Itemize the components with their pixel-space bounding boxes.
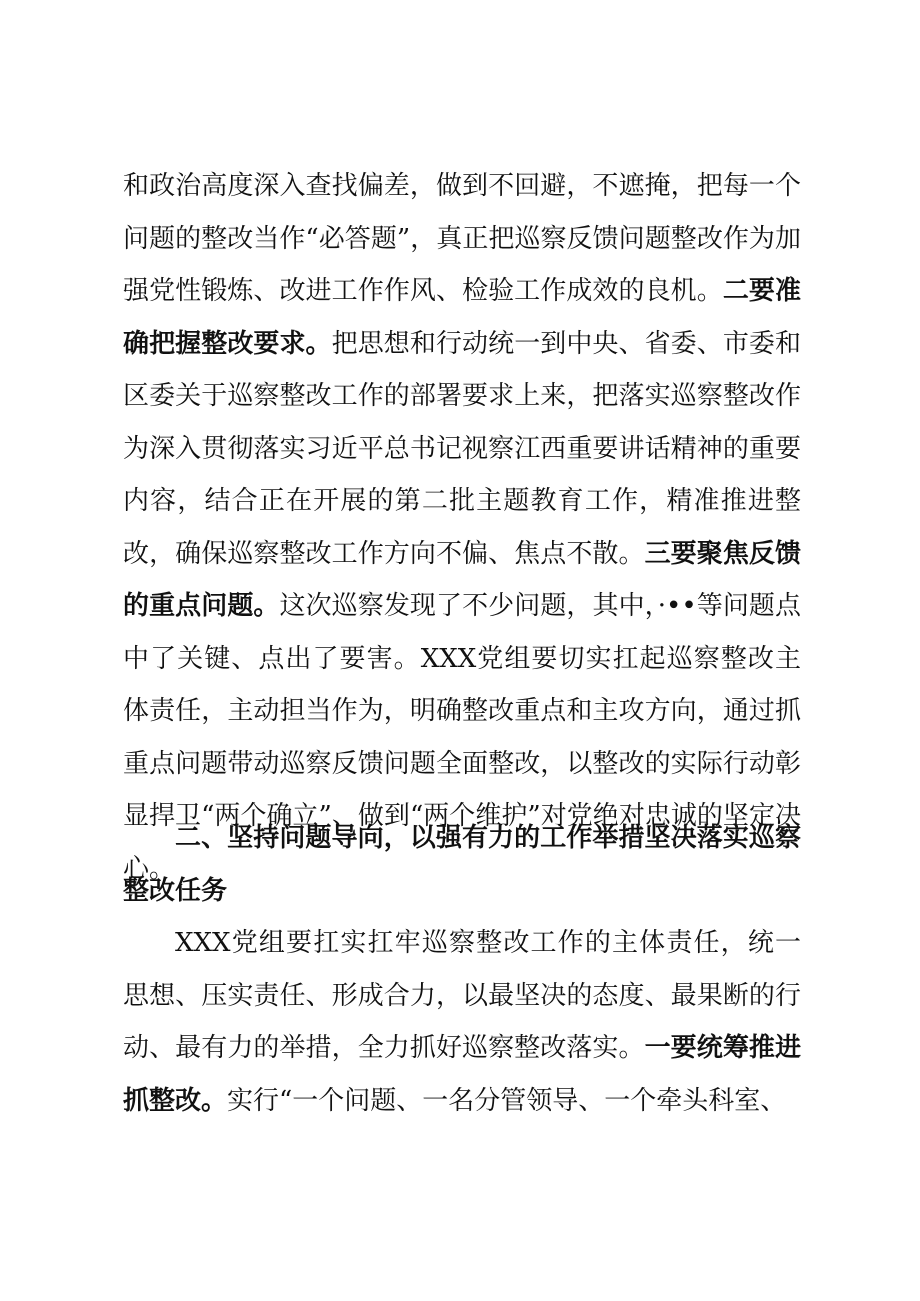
bold-point-three: 三要聚焦反馈的重点问题。 xyxy=(123,538,801,621)
paragraph-run: 把思想和行动统一到中央、省委、市委和区委关于巡察整改工作的部署要求上来，把落实巡察整改作为深入贯彻落实习近平总书记视察江西重要讲话精神的重要内容，结合正在开展的第二批主题教育工作，精准推进整改，确保巡察整改工作方向不偏、焦点不散。 xyxy=(123,328,801,569)
paragraph-run: XXX党组要扛实扛牢巡察整改工作的主体责任，统一思想、压实责任、形成合力，以最坚决的态度、最果断的行动、最有力的举措，全力抓好巡察整改落实。 xyxy=(123,928,801,1063)
paragraph-run: 和政治高度深入查找偏差，做到不回避，不遮掩，把每一个问题的整改当作“必答题”，真正把巡察反馈问题整改作为加强党性锻炼、改进工作作风、检验工作成效的良机。 xyxy=(123,171,801,306)
bold-point-two: 二要准确把握整改要求。 xyxy=(123,276,801,359)
paragraph-text xyxy=(123,917,801,1127)
body-paragraph xyxy=(123,917,801,1127)
section-heading xyxy=(123,812,801,917)
section-heading-text: 二、坚持问题导向，以强有力的工作举措坚决落实巡察整改任务 xyxy=(123,823,801,906)
paragraph-run: 这次巡察发现了不少问题，其中，·••等问题点中了关键、点出了要害。XXX党组要切实扛起巡察整改主体责任，主动担当作为，明确整改重点和主攻方向，通过抓重点问题带动巡察反馈问题全面整改，以整改的实际行动彰显捍卫“两个确立”、做到“两个维护”对党绝对忠诚的坚定决心。 xyxy=(123,591,801,884)
paragraph-run: 实行“一个问题、一名分管领导、一个牵头科室、 xyxy=(227,1085,787,1116)
paragraph-text xyxy=(123,160,801,895)
bold-point-one: 一要统筹推进抓整改。 xyxy=(123,1033,801,1116)
body-paragraph-continued xyxy=(123,160,801,895)
